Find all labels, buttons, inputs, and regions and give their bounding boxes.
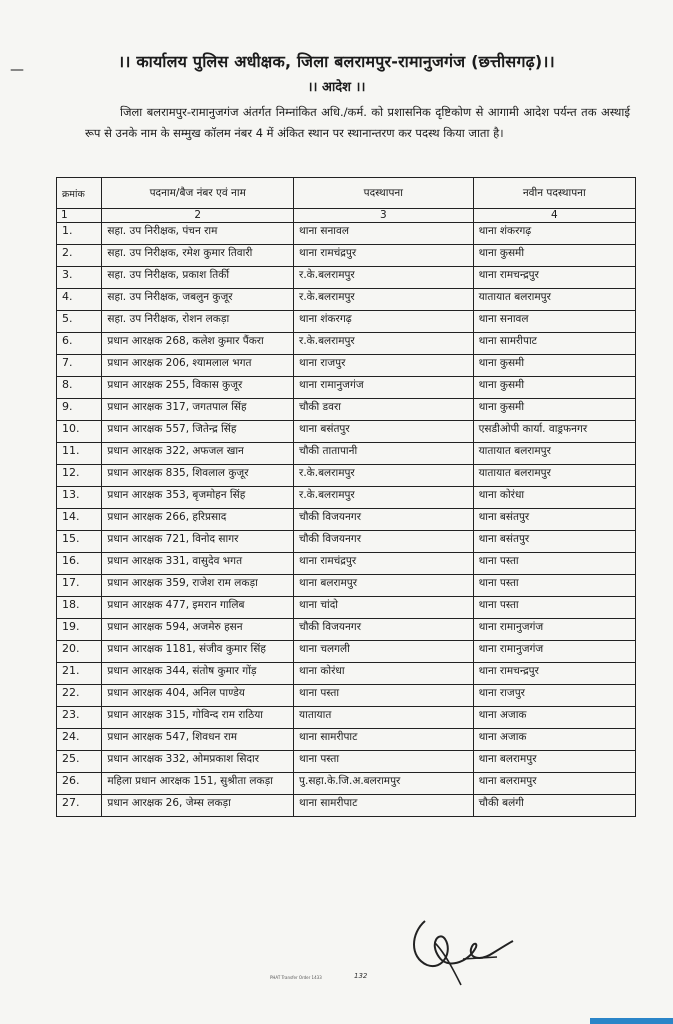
table-row [57, 245, 636, 267]
posting-cell: पु.सहा.के.जि.अ.बलरामपुर [294, 773, 474, 795]
name-cell: प्रधान आरक्षक 835, शिवलाल कुजूर [102, 465, 294, 487]
name-cell: प्रधान आरक्षक 331, वासुदेव भगत [102, 553, 294, 575]
name-cell: प्रधान आरक्षक 721, विनोद सागर [102, 531, 294, 553]
name-cell: सहा. उप निरीक्षक, रोशन लकड़ा [102, 311, 294, 333]
table-row [57, 531, 636, 553]
new-posting-cell: एसडीओपी कार्या. वाड्रफनगर [473, 421, 635, 443]
posting-cell: थाना सनावल [294, 223, 474, 245]
posting-cell: थाना रामचंद्रपुर [294, 245, 474, 267]
serial-cell: 20. [57, 641, 102, 663]
posting-cell: र.के.बलरामपुर [294, 289, 474, 311]
table-row [57, 509, 636, 531]
serial-cell: 16. [57, 553, 102, 575]
new-posting-cell: थाना रामानुजगंज [473, 619, 635, 641]
new-posting-cell: थाना कोरंधा [473, 487, 635, 509]
col-header-name: पदनाम/बैज नंबर एवं नाम [102, 178, 294, 209]
new-posting-cell: थाना अजाक [473, 729, 635, 751]
col-number: 3 [294, 209, 474, 223]
name-cell: सहा. उप निरीक्षक, प्रकाश तिर्की [102, 267, 294, 289]
table-row [57, 663, 636, 685]
name-cell: प्रधान आरक्षक 547, शिवधन राम [102, 729, 294, 751]
name-cell: प्रधान आरक्षक 322, अफजल खान [102, 443, 294, 465]
table-row [57, 795, 636, 817]
name-cell: प्रधान आरक्षक 268, कलेश कुमार पैंकरा [102, 333, 294, 355]
serial-cell: 18. [57, 597, 102, 619]
posting-cell: चौकी विजयनगर [294, 531, 474, 553]
transfer-table [56, 177, 636, 817]
name-cell: प्रधान आरक्षक 477, इमरान गालिब [102, 597, 294, 619]
table-row [57, 377, 636, 399]
name-cell: सहा. उप निरीक्षक, जबलुन कुजूर [102, 289, 294, 311]
name-cell: सहा. उप निरीक्षक, पंचन राम [102, 223, 294, 245]
serial-cell: 27. [57, 795, 102, 817]
table-row [57, 751, 636, 773]
name-cell: प्रधान आरक्षक 26, जेम्स लकड़ा [102, 795, 294, 817]
new-posting-cell: थाना कुसमी [473, 399, 635, 421]
name-cell: प्रधान आरक्षक 1181, संजीव कुमार सिंह [102, 641, 294, 663]
table-row [57, 641, 636, 663]
serial-cell: 22. [57, 685, 102, 707]
page-number: 132 [354, 972, 368, 980]
table-row [57, 729, 636, 751]
serial-cell: 24. [57, 729, 102, 751]
serial-cell: 15. [57, 531, 102, 553]
col-header-serial: क्रमांक [57, 178, 102, 209]
posting-cell: थाना पस्ता [294, 751, 474, 773]
new-posting-cell: यातायात बलरामपुर [473, 443, 635, 465]
posting-cell: थाना राजपुर [294, 355, 474, 377]
name-cell: सहा. उप निरीक्षक, रमेश कुमार तिवारी [102, 245, 294, 267]
serial-cell: 11. [57, 443, 102, 465]
table-row [57, 685, 636, 707]
serial-cell: 7. [57, 355, 102, 377]
new-posting-cell: थाना पस्ता [473, 575, 635, 597]
serial-cell: 1. [57, 223, 102, 245]
name-cell: प्रधान आरक्षक 332, ओमप्रकाश सिदार [102, 751, 294, 773]
posting-cell: थाना शंकरगढ़ [294, 311, 474, 333]
name-cell: प्रधान आरक्षक 594, अजमेरु हसन [102, 619, 294, 641]
name-cell: प्रधान आरक्षक 404, अनिल पाण्डेय [102, 685, 294, 707]
table-row [57, 575, 636, 597]
table-row [57, 333, 636, 355]
signature [405, 913, 515, 988]
serial-cell: 25. [57, 751, 102, 773]
table-row [57, 223, 636, 245]
new-posting-cell: थाना रामानुजगंज [473, 641, 635, 663]
posting-cell: थाना बसंतपुर [294, 421, 474, 443]
serial-cell: 14. [57, 509, 102, 531]
table-row [57, 399, 636, 421]
serial-cell: 21. [57, 663, 102, 685]
name-cell: महिला प्रधान आरक्षक 151, सुश्रीता लकड़ा [102, 773, 294, 795]
office-title: ।। कार्यालय पुलिस अधीक्षक, जिला बलरामपुर-रामानुजगंज (छत्तीसगढ़)।। [118, 52, 555, 71]
new-posting-cell: थाना सामरीपाट [473, 333, 635, 355]
name-cell: प्रधान आरक्षक 206, श्यामलाल भगत [102, 355, 294, 377]
table-row [57, 773, 636, 795]
posting-cell: थाना रामानुजगंज [294, 377, 474, 399]
serial-cell: 10. [57, 421, 102, 443]
col-number: 2 [102, 209, 294, 223]
col-header-posting: पदस्थापना [294, 178, 474, 209]
corner-strip [590, 1018, 673, 1024]
new-posting-cell: थाना कुसमी [473, 377, 635, 399]
name-cell: प्रधान आरक्षक 317, जगतपाल सिंह [102, 399, 294, 421]
name-cell: प्रधान आरक्षक 353, बृजमोहन सिंह [102, 487, 294, 509]
order-paragraph: जिला बलरामपुर-रामानुजगंज अंतर्गत निम्नांकित अधि./कर्म. को प्रशासनिक दृष्टिकोण से आगामी आदेश पर्यन्त तक अस्थाई रूप से उनके नाम के सम्मुख कॉलम नंबर 4 में अंकित स्थान पर स्थानान्तरण कर पदस्थ किया जाता है। [85, 105, 630, 140]
order-heading: ।। आदेश ।। [307, 80, 366, 95]
new-posting-cell: थाना राजपुर [473, 685, 635, 707]
posting-cell: चौकी तातापानी [294, 443, 474, 465]
table-row [57, 311, 636, 333]
name-cell: प्रधान आरक्षक 359, राजेश राम लकड़ा [102, 575, 294, 597]
table-row [57, 553, 636, 575]
posting-cell: र.के.बलरामपुर [294, 487, 474, 509]
name-cell: प्रधान आरक्षक 557, जितेन्द्र सिंह [102, 421, 294, 443]
table-row [57, 421, 636, 443]
table-body [57, 223, 636, 817]
posting-cell: थाना चांदो [294, 597, 474, 619]
new-posting-cell: थाना कुसमी [473, 355, 635, 377]
posting-cell: थाना कोरंधा [294, 663, 474, 685]
table-row [57, 443, 636, 465]
serial-cell: 5. [57, 311, 102, 333]
new-posting-cell: थाना बलरामपुर [473, 751, 635, 773]
posting-cell: थाना पस्ता [294, 685, 474, 707]
table-header-row [57, 178, 636, 209]
new-posting-cell: थाना पस्ता [473, 553, 635, 575]
serial-cell: 19. [57, 619, 102, 641]
new-posting-cell: थाना बसंतपुर [473, 509, 635, 531]
table-row [57, 619, 636, 641]
posting-cell: यातायात [294, 707, 474, 729]
new-posting-cell: यातायात बलरामपुर [473, 289, 635, 311]
posting-cell: चौकी डवरा [294, 399, 474, 421]
serial-cell: 12. [57, 465, 102, 487]
serial-cell: 23. [57, 707, 102, 729]
posting-cell: र.के.बलरामपुर [294, 333, 474, 355]
serial-cell: 4. [57, 289, 102, 311]
new-posting-cell: थाना पस्ता [473, 597, 635, 619]
new-posting-cell: थाना सनावल [473, 311, 635, 333]
posting-cell: चौकी विजयनगर [294, 619, 474, 641]
new-posting-cell: यातायात बलरामपुर [473, 465, 635, 487]
serial-cell: 17. [57, 575, 102, 597]
new-posting-cell: थाना रामचन्द्रपुर [473, 267, 635, 289]
posting-cell: र.के.बलरामपुर [294, 267, 474, 289]
table-row [57, 267, 636, 289]
table-row [57, 487, 636, 509]
posting-cell: थाना रामचंद्रपुर [294, 553, 474, 575]
col-number: 1 [57, 209, 102, 223]
new-posting-cell: चौकी बलंगी [473, 795, 635, 817]
new-posting-cell: थाना बलरामपुर [473, 773, 635, 795]
serial-cell: 13. [57, 487, 102, 509]
new-posting-cell: थाना शंकरगढ़ [473, 223, 635, 245]
serial-cell: 26. [57, 773, 102, 795]
table-row [57, 289, 636, 311]
name-cell: प्रधान आरक्षक 315, गोविन्द राम राठिया [102, 707, 294, 729]
new-posting-cell: थाना रामचन्द्रपुर [473, 663, 635, 685]
posting-cell: र.के.बलरामपुर [294, 465, 474, 487]
serial-cell: 9. [57, 399, 102, 421]
serial-cell: 8. [57, 377, 102, 399]
new-posting-cell: थाना बसंतपुर [473, 531, 635, 553]
posting-cell: थाना चलगली [294, 641, 474, 663]
table-row [57, 597, 636, 619]
posting-cell: थाना सामरीपाट [294, 729, 474, 751]
serial-cell: 6. [57, 333, 102, 355]
new-posting-cell: थाना अजाक [473, 707, 635, 729]
name-cell: प्रधान आरक्षक 255, विकास कुजूर [102, 377, 294, 399]
col-number: 4 [473, 209, 635, 223]
posting-cell: चौकी विजयनगर [294, 509, 474, 531]
posting-cell: थाना बलरामपुर [294, 575, 474, 597]
table-row [57, 465, 636, 487]
new-posting-cell: थाना कुसमी [473, 245, 635, 267]
name-cell: प्रधान आरक्षक 344, संतोष कुमार गोंड़ [102, 663, 294, 685]
footer-doc-label: PHAT Transfer Order 1433 [270, 975, 322, 980]
serial-cell: 3. [57, 267, 102, 289]
margin-mark: — [10, 62, 24, 78]
table-row [57, 707, 636, 729]
serial-cell: 2. [57, 245, 102, 267]
column-number-row [57, 209, 636, 223]
table-row [57, 355, 636, 377]
posting-cell: थाना सामरीपाट [294, 795, 474, 817]
name-cell: प्रधान आरक्षक 266, हरिप्रसाद [102, 509, 294, 531]
col-header-new-posting: नवीन पदस्थापना [473, 178, 635, 209]
